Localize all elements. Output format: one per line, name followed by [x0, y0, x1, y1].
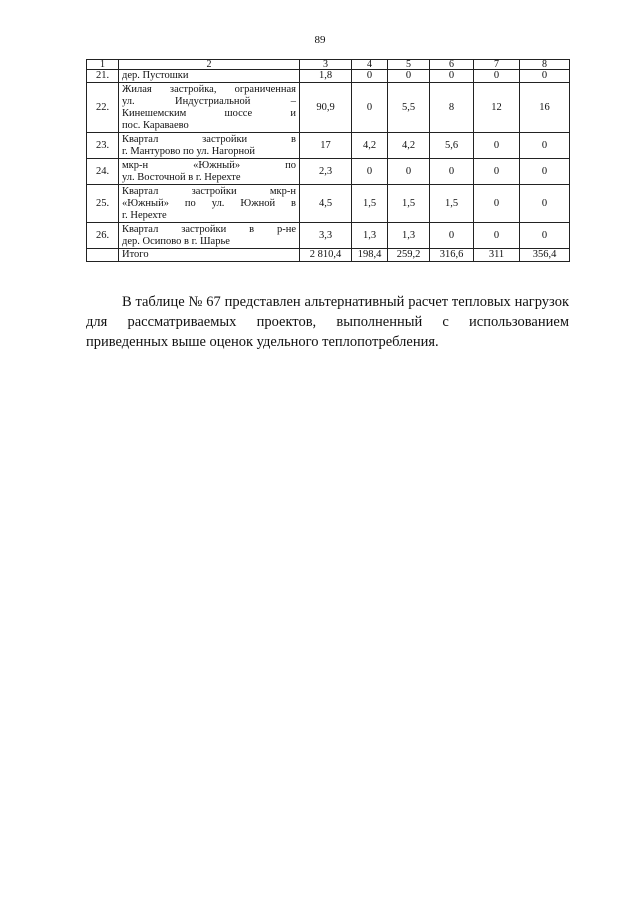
heat-load-table [86, 59, 570, 262]
total-value: 2 810,4 [300, 249, 352, 262]
object-name-line: Квартал застройки в р-не [122, 223, 296, 235]
value-cell: 3,3 [300, 223, 352, 249]
object-name-line: Жилая застройка, ограниченная [122, 83, 296, 95]
value-cell: 0 [430, 159, 474, 185]
table-row [87, 133, 570, 159]
value-cell: 0 [520, 133, 570, 159]
page-number: 89 [314, 34, 326, 46]
column-header: 6 [430, 60, 474, 70]
object-name [119, 185, 300, 223]
object-name-line: г. Мантурово по ул. Нагорной [122, 145, 255, 157]
value-cell: 1,3 [388, 223, 430, 249]
column-header: 1 [87, 60, 119, 70]
value-cell: 8 [430, 83, 474, 133]
body-paragraph [86, 292, 569, 352]
column-header: 8 [520, 60, 570, 70]
value-cell: 0 [352, 159, 388, 185]
value-cell: 12 [474, 83, 520, 133]
value-cell: 16 [520, 83, 570, 133]
table-row [87, 70, 570, 83]
paragraph-text: В таблице № 67 представлен альтернативный расчет тепловых нагрузок для рассматриваемых проектов, выполненный с использованием приведенных выше оценок удельного теплопотребления. [86, 294, 569, 350]
object-name-line: ул. Восточной в г. Нерехте [122, 171, 241, 183]
value-cell: 5,5 [388, 83, 430, 133]
column-header: 4 [352, 60, 388, 70]
object-name-line: пос. Караваево [122, 119, 189, 131]
table-row [87, 83, 570, 133]
row-number: 23. [87, 133, 119, 159]
column-header: 7 [474, 60, 520, 70]
value-cell: 0 [388, 70, 430, 83]
total-value: 316,6 [430, 249, 474, 262]
table-row [87, 223, 570, 249]
value-cell: 2,3 [300, 159, 352, 185]
object-name [119, 83, 300, 133]
table-row [87, 185, 570, 223]
total-value: 198,4 [352, 249, 388, 262]
object-name [119, 223, 300, 249]
total-number-cell [87, 249, 119, 262]
row-number: 24. [87, 159, 119, 185]
value-cell: 0 [430, 223, 474, 249]
value-cell: 1,5 [352, 185, 388, 223]
total-label: Итого [119, 249, 300, 262]
value-cell: 1,5 [388, 185, 430, 223]
object-name [119, 70, 300, 83]
value-cell: 0 [430, 70, 474, 83]
total-value: 311 [474, 249, 520, 262]
value-cell: 4,5 [300, 185, 352, 223]
table-row [87, 159, 570, 185]
table-header-row [87, 60, 570, 70]
object-name-line: дер. Осипово в г. Шарье [122, 235, 230, 247]
value-cell: 0 [520, 159, 570, 185]
value-cell: 1,5 [430, 185, 474, 223]
object-name-line: г. Нерехте [122, 209, 167, 221]
value-cell: 1,3 [352, 223, 388, 249]
value-cell: 0 [474, 223, 520, 249]
object-name-line: «Южный» по ул. Южной в [122, 197, 296, 209]
value-cell: 4,2 [388, 133, 430, 159]
value-cell: 4,2 [352, 133, 388, 159]
object-name-line: ул. Индустриальной – [122, 95, 296, 107]
value-cell: 0 [474, 159, 520, 185]
row-number: 25. [87, 185, 119, 223]
value-cell: 17 [300, 133, 352, 159]
object-name-line: мкр-н «Южный» по [122, 159, 296, 171]
value-cell: 90,9 [300, 83, 352, 133]
object-name-line: дер. Пустошки [122, 70, 189, 81]
value-cell: 0 [520, 70, 570, 83]
value-cell: 0 [520, 223, 570, 249]
object-name [119, 133, 300, 159]
value-cell: 0 [474, 133, 520, 159]
total-row [87, 249, 570, 262]
value-cell: 5,6 [430, 133, 474, 159]
row-number: 22. [87, 83, 119, 133]
row-number: 26. [87, 223, 119, 249]
total-value: 259,2 [388, 249, 430, 262]
column-header: 3 [300, 60, 352, 70]
value-cell: 0 [520, 185, 570, 223]
value-cell: 0 [352, 70, 388, 83]
column-header: 5 [388, 60, 430, 70]
object-name-line: Кинешемским шоссе и [122, 107, 296, 119]
value-cell: 0 [474, 185, 520, 223]
value-cell: 1,8 [300, 70, 352, 83]
total-value: 356,4 [520, 249, 570, 262]
object-name-line: Квартал застройки в [122, 133, 296, 145]
object-name-line: Квартал застройки мкр-н [122, 185, 296, 197]
value-cell: 0 [388, 159, 430, 185]
row-number: 21. [87, 70, 119, 83]
object-name [119, 159, 300, 185]
value-cell: 0 [474, 70, 520, 83]
value-cell: 0 [352, 83, 388, 133]
column-header: 2 [119, 60, 300, 70]
